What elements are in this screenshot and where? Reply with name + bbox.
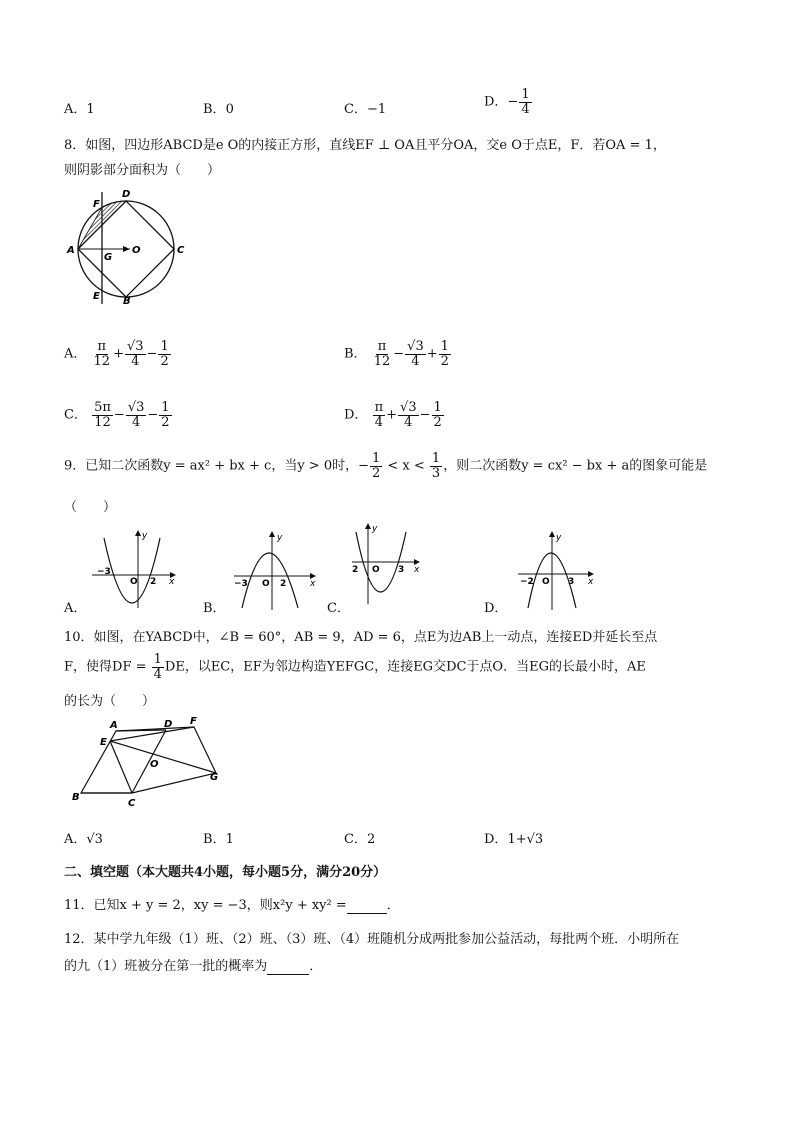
label-b: B xyxy=(123,296,131,304)
q9-option-b: B． xyxy=(203,601,226,616)
q10-stem-line1: 10．如图，在YABCD中，∠B = 60°，AB = 9，AD = 6，点E为边AB上一动点，连接ED并延长至点 xyxy=(64,630,658,645)
q8-stem-line2: 则阴影部分面积为（ ） xyxy=(64,163,221,178)
svg-text:O: O xyxy=(150,759,159,770)
q12-stem-line2: 的九（1）班被分在第一批的概率为 ． xyxy=(64,959,323,974)
q8-stem-line1: 8．如图，四边形ABCD是e O的内接正方形，直线EF ⊥ OA且平分OA，交e O于点E，F．若OA = 1， xyxy=(64,138,666,153)
q8-option-c: C． $\frac{5\pi}{12}$ − $\frac{√3}{4}$ − $\frac{1}{2}$ xyxy=(64,400,170,430)
q9-option-a: A． xyxy=(64,601,87,616)
svg-text:G: G xyxy=(210,772,219,783)
svg-text:C: C xyxy=(128,798,136,809)
svg-text:3: 3 xyxy=(568,577,575,587)
label-e: E xyxy=(93,291,100,302)
svg-text:x: x xyxy=(310,579,316,589)
q8-option-a: A． $\frac{\pi}{12}$ + $\frac{√3}{4}$ − $\frac{1}{2}$ xyxy=(64,339,169,369)
svg-text:O: O xyxy=(542,577,550,587)
q10-option-b: B．1 xyxy=(203,832,234,847)
q9-stem-line2: （ ） xyxy=(64,500,117,515)
svg-text:−3: −3 xyxy=(97,567,111,577)
svg-text:E: E xyxy=(100,737,107,748)
q7-option-d: D．− $\frac{1}{4}$ xyxy=(484,87,530,117)
svg-text:−3: −3 xyxy=(234,579,248,589)
label-a: A xyxy=(67,245,75,256)
q8-figure xyxy=(64,182,194,304)
q8-option-d: D． $\frac{\pi}{4}$ + $\frac{√3}{4}$ − $\frac{1}{2}$ xyxy=(344,400,442,430)
svg-text:y: y xyxy=(556,533,562,543)
q11-answer-blank[interactable] xyxy=(347,898,387,914)
q10-option-c: C．2 xyxy=(344,832,376,847)
q8-option-b: B． $\frac{\pi}{12}$ − $\frac{√3}{4}$ + $\frac{1}{2}$ xyxy=(344,339,449,369)
svg-text:−2: −2 xyxy=(520,577,534,587)
q9-option-c: C． xyxy=(327,601,350,616)
label-c: C xyxy=(177,245,185,256)
label-f: F xyxy=(93,199,100,210)
label-o: O xyxy=(132,245,141,256)
q10-option-a: A．√3 xyxy=(64,832,103,847)
svg-text:B: B xyxy=(72,792,80,803)
q12-stem-line1: 12．某中学九年级（1）班、（2）班、（3）班、（4）班随机分成两批参加公益活动，每批两个班．小明所在 xyxy=(64,932,680,947)
svg-text:y: y xyxy=(372,524,378,534)
q10-option-d: D．1+√3 xyxy=(484,832,544,847)
q10-stem-line3: 的长为（ ） xyxy=(64,694,156,709)
svg-text:F: F xyxy=(190,716,197,727)
arrow-head xyxy=(123,246,130,252)
q7-option-b: B．0 xyxy=(203,102,234,117)
q9-graph-d xyxy=(516,528,600,610)
svg-text:O: O xyxy=(262,579,270,589)
svg-text:2: 2 xyxy=(352,565,359,575)
q11-stem: 11．已知x + y = 2，xy = −3，则x²y + xy² = ． xyxy=(64,898,400,913)
svg-text:A: A xyxy=(110,720,118,731)
svg-text:O: O xyxy=(130,577,138,587)
svg-text:y: y xyxy=(277,533,283,543)
q9-graph-c xyxy=(350,522,430,604)
q9-stem-line1: 9．已知二次函数y = ax² + bx + c，当y > 0时，− $\frac{1}{2}$ < x < $\frac{1}{3}$ ，则二次函数y = cx² − bx + a的图象可能是 xyxy=(64,451,708,481)
q12-answer-blank[interactable] xyxy=(267,959,309,975)
svg-text:D: D xyxy=(164,719,173,730)
svg-text:x: x xyxy=(588,577,594,587)
section-heading: 二、填空题（本大题共4小题，每小题5分，满分20分） xyxy=(64,865,387,880)
q7-option-c: C．−1 xyxy=(344,102,387,117)
q9-graph-b xyxy=(232,528,322,610)
svg-text:y: y xyxy=(142,531,148,541)
label-g: G xyxy=(104,252,113,263)
q7-option-a: A．1 xyxy=(64,102,95,117)
svg-text:3: 3 xyxy=(398,565,405,575)
q10-figure xyxy=(70,712,230,812)
svg-text:2: 2 xyxy=(280,579,287,589)
svg-text:O: O xyxy=(372,565,380,575)
svg-text:x: x xyxy=(414,565,420,575)
q10-stem-line2: F，使得DF = $\frac{1}{4}$ DE，以EC，EF为邻边构造YEFGC，连接EG交DC于点O．当EG的长最小时，AE xyxy=(64,652,646,682)
q9-graph-a xyxy=(92,528,180,608)
svg-text:x: x xyxy=(169,577,175,587)
svg-text:2: 2 xyxy=(150,577,157,587)
q9-option-d: D． xyxy=(484,601,508,616)
label-d: D xyxy=(122,189,131,200)
